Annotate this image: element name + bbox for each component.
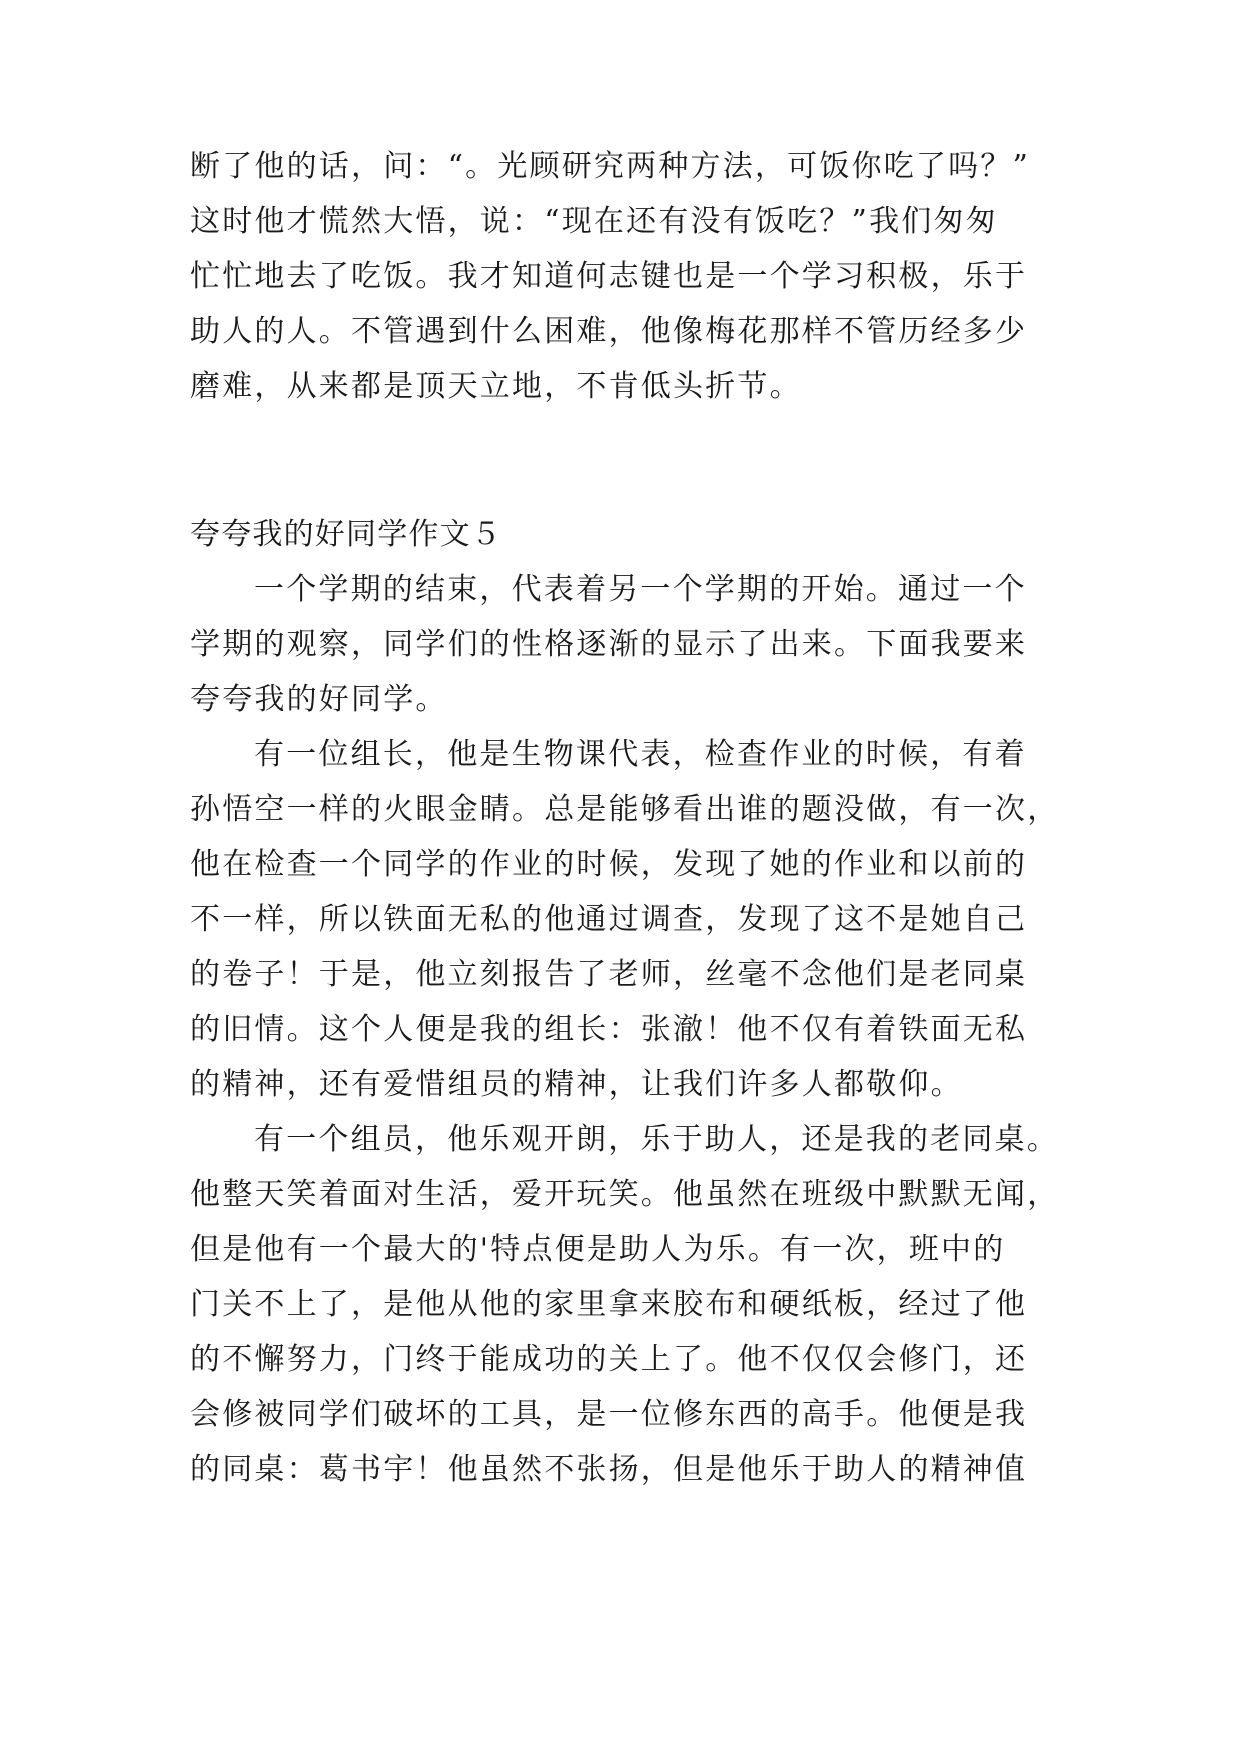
paragraph-line: 的卷子！于是，他立刻报告了老师，丝毫不念他们是老同桌 xyxy=(190,957,1028,992)
intro-line: 忙忙地去了吃饭。我才知道何志键也是一个学习积极，乐于 xyxy=(190,259,1028,294)
intro-line: 磨难，从来都是顶天立地，不肯低头折节。 xyxy=(190,369,802,404)
paragraph-line: 不一样，所以铁面无私的他通过调查，发现了这不是她自己 xyxy=(190,902,1028,937)
paragraph-line: 他在检查一个同学的作业的时候，发现了她的作业和以前的 xyxy=(190,847,1028,882)
intro-line: 这时他才慌然大悟，说：“现在还有没有饭吃？”我们匆匆 xyxy=(190,204,998,239)
intro-line: 助人的人。不管遇到什么困难，他像梅花那样不管历经多少 xyxy=(190,314,1028,349)
paragraph-line: 夸夸我的好同学。 xyxy=(190,682,448,717)
paragraph-line: 学期的观察，同学们的性格逐渐的显示了出来。下面我要来 xyxy=(190,627,1028,662)
paragraph-line: 的精神，还有爱惜组员的精神，让我们许多人都敬仰。 xyxy=(190,1067,963,1102)
paragraph-line: 的同桌：葛书宇！他虽然不张扬，但是他乐于助人的精神值 xyxy=(190,1452,1028,1487)
paragraph-line: 会修被同学们破坏的工具，是一位修东西的高手。他便是我 xyxy=(190,1397,1028,1432)
paragraph-line: 一个学期的结束，代表着另一个学期的开始。通过一个 xyxy=(254,572,1027,607)
paragraph-line: 门关不上了，是他从他的家里拿来胶布和硬纸板，经过了他 xyxy=(190,1287,1028,1322)
section-title: 夸夸我的好同学作文５ xyxy=(190,517,502,552)
paragraph-line: 但是他有一个最大的'特点便是助人为乐。有一次，班中的 xyxy=(190,1232,1006,1267)
paragraph-line: 他整天笑着面对生活，爱开玩笑。他虽然在班级中默默无闻， xyxy=(190,1177,1060,1212)
paragraph-line: 有一位组长，他是生物课代表，检查作业的时候，有着 xyxy=(254,737,1027,772)
intro-line: 断了他的话，问：“。光顾研究两种方法，可饭你吃了吗？” xyxy=(190,149,1031,184)
paragraph-line: 的不懈努力，门终于能成功的关上了。他不仅仅会修门，还 xyxy=(190,1342,1028,1377)
paragraph-line: 的旧情。这个人便是我的组长：张澈！他不仅有着铁面无私 xyxy=(190,1012,1028,1047)
paragraph-line: 孙悟空一样的火眼金睛。总是能够看出谁的题没做，有一次， xyxy=(190,792,1060,827)
paragraph-line: 有一个组员，他乐观开朗，乐于助人，还是我的老同桌。 xyxy=(254,1122,1059,1157)
